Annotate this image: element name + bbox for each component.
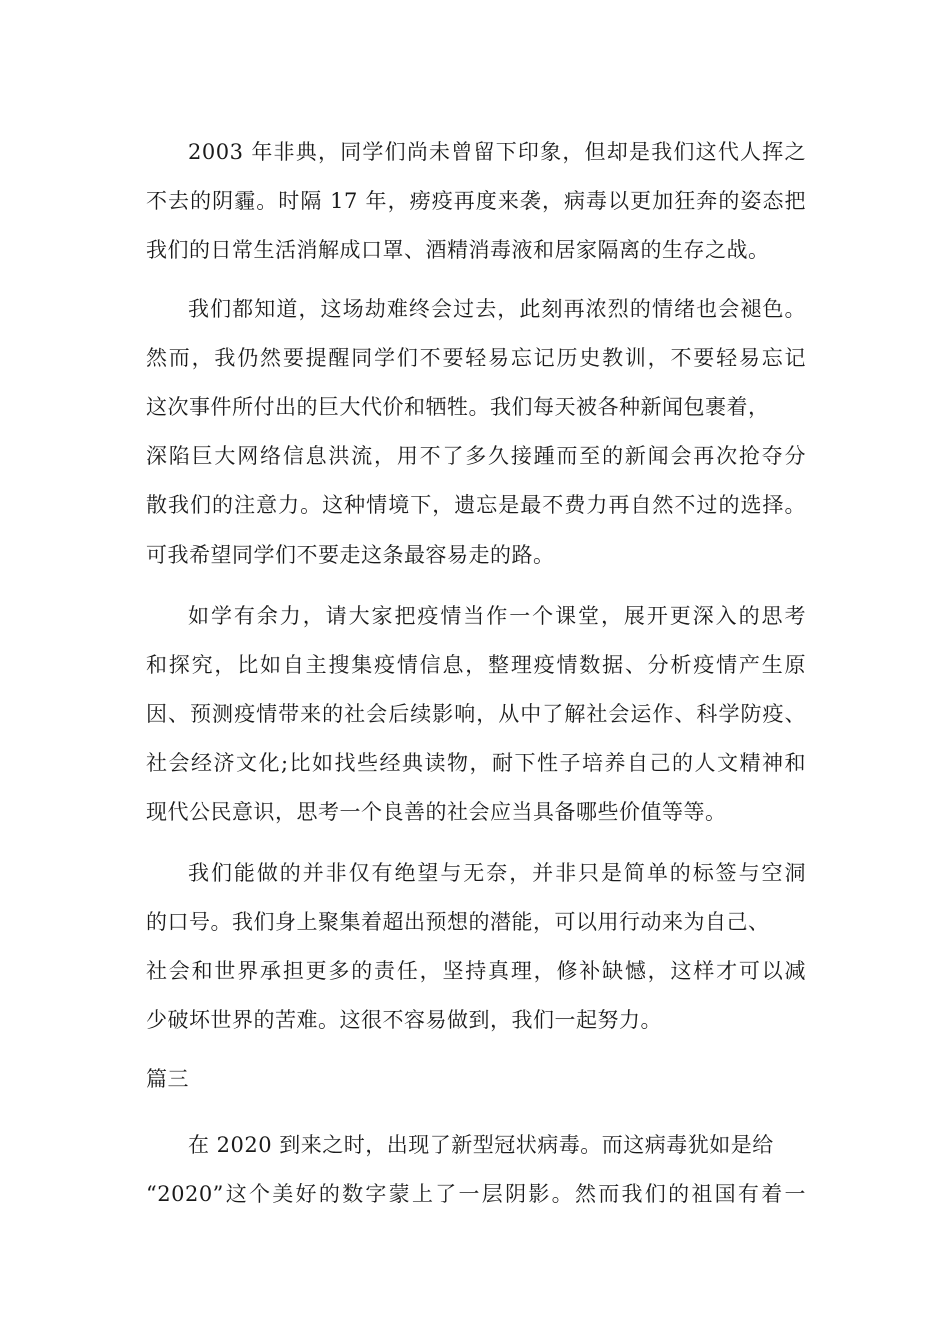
text-line: 社会经济文化;比如找些经典读物，耐下性子培养自己的人文精神和 [146,751,806,775]
text-line: 如学有余力，请大家把疫情当作一个课堂，展开更深入的思考 [188,604,806,628]
text-line: 2003 年非典，同学们尚未曾留下印象，但却是我们这代人挥之 [188,140,806,164]
text-line: “2020”这个美好的数字蒙上了一层阴影。然而我们的祖国有着一 [146,1182,806,1206]
text-line: 我们都知道，这场劫难终会过去，此刻再浓烈的情绪也会褪色。 [188,297,806,321]
text-line: 我们的日常生活消解成口罩、酒精消毒液和居家隔离的生存之战。 [146,238,770,262]
text-line: 少破坏世界的苦难。这很不容易做到，我们一起努力。 [146,1008,662,1032]
text-line: 散我们的注意力。这种情境下，遗忘是最不费力再自然不过的选择。 [146,493,806,517]
text-line: 我们能做的并非仅有绝望与无奈，并非只是简单的标签与空洞 [188,861,806,885]
text-line: 在 2020 到来之时，出现了新型冠状病毒。而这病毒犹如是给 [188,1133,774,1157]
section-heading: 篇三 [146,1067,189,1091]
text-line: 这次事件所付出的巨大代价和牺牲。我们每天被各种新闻包裹着， [146,395,770,419]
text-line: 因、预测疫情带来的社会后续影响，从中了解社会运作、科学防疫、 [146,702,806,726]
text-line: 然而，我仍然要提醒同学们不要轻易忘记历史教训，不要轻易忘记 [146,346,806,370]
text-line: 不去的阴霾。时隔 17 年，痨疫再度来袭，病毒以更加狂奔的姿态把 [146,189,806,213]
text-line: 社会和世界承担更多的责任，坚持真理，修补缺憾，这样才可以减 [146,959,806,983]
text-line: 现代公民意识，思考一个良善的社会应当具备哪些价值等等。 [146,800,727,824]
text-line: 深陷巨大网络信息洪流，用不了多久接踵而至的新闻会再次抢夺分 [146,444,806,468]
text-line: 和探究，比如自主搜集疫情信息，整理疫情数据、分析疫情产生原 [146,653,806,677]
text-line: 的口号。我们身上聚集着超出预想的潜能，可以用行动来为自己、 [146,910,770,934]
text-line: 可我希望同学们不要走这条最容易走的路。 [146,543,555,567]
